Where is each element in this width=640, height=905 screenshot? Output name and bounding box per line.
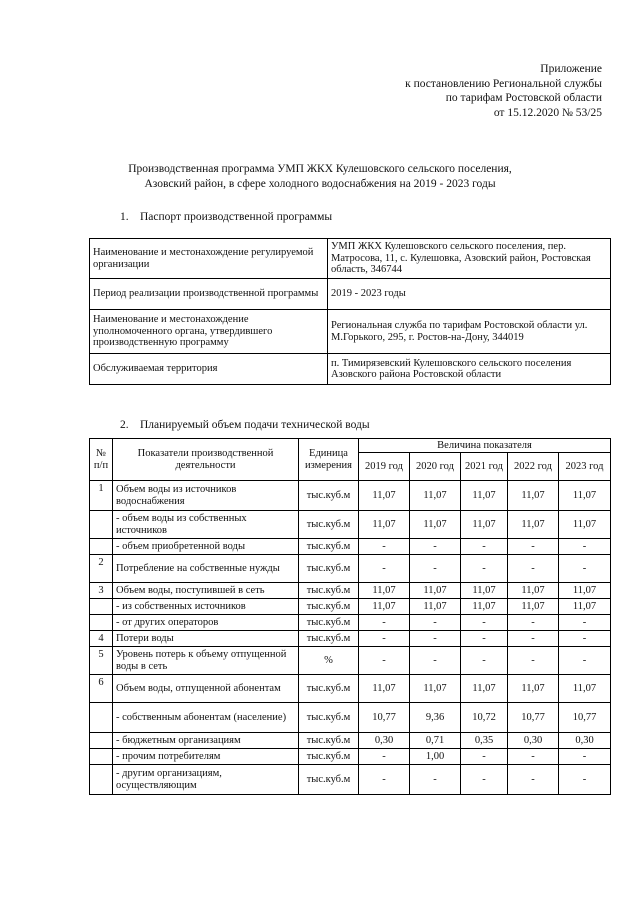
- row-unit: тыс.куб.м: [299, 539, 359, 555]
- row-value: -: [359, 539, 410, 555]
- header-year: 2019 год: [359, 453, 410, 481]
- row-number: 6: [90, 675, 113, 703]
- table-row: [90, 749, 611, 765]
- row-value: -: [359, 615, 410, 631]
- table-row: [90, 539, 611, 555]
- row-value: -: [461, 631, 508, 647]
- row-value: -: [410, 647, 461, 675]
- document-title: [0, 162, 640, 192]
- row-unit: %: [299, 647, 359, 675]
- row-value: 11,07: [508, 675, 559, 703]
- header-year: 2022 год: [508, 453, 559, 481]
- row-indicator: - от других операторов: [113, 615, 299, 631]
- row-value: 11,07: [410, 675, 461, 703]
- table-row: [90, 631, 611, 647]
- row-value: 11,07: [508, 583, 559, 599]
- row-number: 1: [90, 481, 113, 511]
- row-number: 3: [90, 583, 113, 599]
- row-unit: тыс.куб.м: [299, 599, 359, 615]
- row-value: 11,07: [461, 599, 508, 615]
- row-value: 11,07: [410, 511, 461, 539]
- row-value: -: [508, 615, 559, 631]
- row-indicator: - собственным абонентам (население): [113, 703, 299, 733]
- row-value: 11,07: [508, 481, 559, 511]
- row-value: -: [359, 749, 410, 765]
- row-value: 11,07: [359, 583, 410, 599]
- row-unit: тыс.куб.м: [299, 675, 359, 703]
- row-indicator: - другим организациям, осуществляющим: [113, 765, 299, 795]
- row-value: -: [508, 749, 559, 765]
- section-1-title: Паспорт производственной программы: [140, 211, 333, 223]
- row-value: 11,07: [559, 583, 611, 599]
- row-indicator: - прочим потребителям: [113, 749, 299, 765]
- row-value: -: [559, 631, 611, 647]
- table-row: [90, 555, 611, 583]
- row-value: 11,07: [359, 481, 410, 511]
- row-value: -: [461, 615, 508, 631]
- row-value: -: [508, 555, 559, 583]
- row-unit: тыс.куб.м: [299, 555, 359, 583]
- appendix-line-3: по тарифам Ростовской области: [445, 92, 602, 104]
- row-indicator: Объем воды из источников водоснабжения: [113, 481, 299, 511]
- passport-row: [90, 279, 611, 310]
- passport-table: [89, 238, 611, 385]
- row-value: 11,07: [559, 599, 611, 615]
- row-value: 11,07: [359, 675, 410, 703]
- row-value: -: [461, 749, 508, 765]
- row-number: [90, 749, 113, 765]
- passport-label: Наименование и местонахождение уполномоченного органа, утвердившего производственную программу: [90, 310, 328, 354]
- row-value: -: [359, 555, 410, 583]
- appendix-block: [405, 62, 602, 120]
- table-row: [90, 733, 611, 749]
- row-value: -: [461, 765, 508, 795]
- row-value: -: [508, 631, 559, 647]
- passport-row: [90, 310, 611, 354]
- row-value: -: [559, 539, 611, 555]
- appendix-line-1: Приложение: [540, 63, 602, 75]
- row-value: -: [559, 615, 611, 631]
- row-number: [90, 599, 113, 615]
- row-value: 11,07: [461, 675, 508, 703]
- header-num: № п/п: [90, 439, 113, 481]
- row-value: 0,30: [359, 733, 410, 749]
- row-value: 11,07: [461, 481, 508, 511]
- table-row: [90, 703, 611, 733]
- row-value: -: [559, 647, 611, 675]
- passport-value: Региональная служба по тарифам Ростовской области ул. М.Горького, 295, г. Ростов-на-Дону, 344019: [328, 310, 611, 354]
- row-unit: тыс.куб.м: [299, 733, 359, 749]
- row-value: -: [508, 539, 559, 555]
- row-indicator: - объем приобретенной воды: [113, 539, 299, 555]
- row-value: 1,00: [410, 749, 461, 765]
- row-value: 11,07: [359, 511, 410, 539]
- row-indicator: - объем воды из собственных источников: [113, 511, 299, 539]
- header-year: 2023 год: [559, 453, 611, 481]
- row-value: 11,07: [461, 511, 508, 539]
- row-unit: тыс.куб.м: [299, 703, 359, 733]
- row-value: 11,07: [410, 599, 461, 615]
- row-value: -: [559, 749, 611, 765]
- row-value: -: [461, 647, 508, 675]
- table-row: [90, 615, 611, 631]
- row-unit: тыс.куб.м: [299, 511, 359, 539]
- row-value: 11,07: [559, 511, 611, 539]
- document-title-line-1: Производственная программа УМП ЖКХ Кулешовского сельского поселения,: [128, 163, 512, 175]
- row-number: 2: [90, 555, 113, 583]
- header-year: 2020 год: [410, 453, 461, 481]
- passport-row: [90, 239, 611, 279]
- row-indicator: Уровень потерь к объему отпущенной воды в сеть: [113, 647, 299, 675]
- row-value: 11,07: [559, 481, 611, 511]
- section-2-title: Планируемый объем подачи технической воды: [140, 419, 370, 431]
- table-row: [90, 675, 611, 703]
- row-indicator: - из собственных источников: [113, 599, 299, 615]
- row-value: 10,72: [461, 703, 508, 733]
- row-unit: тыс.куб.м: [299, 615, 359, 631]
- header-indicator: Показатели производственной деятельности: [113, 439, 299, 481]
- row-value: 0,30: [508, 733, 559, 749]
- row-value: 9,36: [410, 703, 461, 733]
- table-row: [90, 765, 611, 795]
- row-value: -: [410, 765, 461, 795]
- row-number: [90, 511, 113, 539]
- passport-row: [90, 354, 611, 385]
- table-row: [90, 481, 611, 511]
- row-number: [90, 703, 113, 733]
- section-1-number: 1.: [120, 211, 129, 223]
- passport-value: УМП ЖКХ Кулешовского сельского поселения, пер. Матросова, 11, с. Кулешовка, Азовский район, Ростовская область, 346744: [328, 239, 611, 279]
- row-unit: тыс.куб.м: [299, 583, 359, 599]
- row-value: 10,77: [359, 703, 410, 733]
- row-value: -: [410, 555, 461, 583]
- row-value: -: [359, 647, 410, 675]
- row-value: -: [508, 765, 559, 795]
- row-value: 11,07: [559, 675, 611, 703]
- table-row: [90, 599, 611, 615]
- passport-value: п. Тимирязевский Кулешовского сельского поселения Азовского района Ростовской области: [328, 354, 611, 385]
- row-value: -: [359, 631, 410, 647]
- row-value: -: [559, 555, 611, 583]
- section-2-heading: [120, 418, 370, 432]
- row-number: [90, 733, 113, 749]
- row-indicator: Объем воды, отпущенной абонентам: [113, 675, 299, 703]
- row-number: [90, 615, 113, 631]
- header-unit: Единица измерения: [299, 439, 359, 481]
- row-indicator: Потери воды: [113, 631, 299, 647]
- row-value: 11,07: [410, 583, 461, 599]
- table-row: [90, 511, 611, 539]
- row-indicator: - бюджетным организациям: [113, 733, 299, 749]
- row-value: 11,07: [508, 599, 559, 615]
- row-number: 4: [90, 631, 113, 647]
- row-value: -: [410, 539, 461, 555]
- volume-table: [89, 438, 611, 795]
- table-row: [90, 583, 611, 599]
- passport-label: Период реализации производственной программы: [90, 279, 328, 310]
- row-unit: тыс.куб.м: [299, 765, 359, 795]
- row-unit: тыс.куб.м: [299, 481, 359, 511]
- header-year: 2021 год: [461, 453, 508, 481]
- row-value: 0,71: [410, 733, 461, 749]
- section-1-heading: [120, 210, 332, 224]
- appendix-line-2: к постановлению Региональной службы: [405, 77, 602, 90]
- row-number: 5: [90, 647, 113, 675]
- passport-value: 2019 - 2023 годы: [328, 279, 611, 310]
- row-value: -: [359, 765, 410, 795]
- row-unit: тыс.куб.м: [299, 749, 359, 765]
- appendix-line-4: от 15.12.2020 № 53/25: [493, 106, 602, 119]
- row-value: 11,07: [410, 481, 461, 511]
- row-value: -: [508, 647, 559, 675]
- table-row: [90, 647, 611, 675]
- row-value: 11,07: [359, 599, 410, 615]
- row-indicator: Объем воды, поступившей в сеть: [113, 583, 299, 599]
- row-value: 11,07: [508, 511, 559, 539]
- row-indicator: Потребление на собственные нужды: [113, 555, 299, 583]
- row-unit: тыс.куб.м: [299, 631, 359, 647]
- row-value: 0,30: [559, 733, 611, 749]
- row-value: 10,77: [508, 703, 559, 733]
- row-value: -: [461, 555, 508, 583]
- row-value: -: [410, 631, 461, 647]
- passport-label: Обслуживаемая территория: [90, 354, 328, 385]
- row-value: 11,07: [461, 583, 508, 599]
- document-title-line-2: Азовский район, в сфере холодного водоснабжения на 2019 - 2023 годы: [144, 178, 496, 190]
- row-value: 10,77: [559, 703, 611, 733]
- row-value: -: [559, 765, 611, 795]
- row-number: [90, 539, 113, 555]
- passport-label: Наименование и местонахождение регулируемой организации: [90, 239, 328, 279]
- row-number: [90, 765, 113, 795]
- section-2-number: 2.: [120, 419, 129, 431]
- header-value-group: Величина показателя: [359, 439, 611, 453]
- row-value: 0,35: [461, 733, 508, 749]
- row-value: -: [461, 539, 508, 555]
- row-value: -: [410, 615, 461, 631]
